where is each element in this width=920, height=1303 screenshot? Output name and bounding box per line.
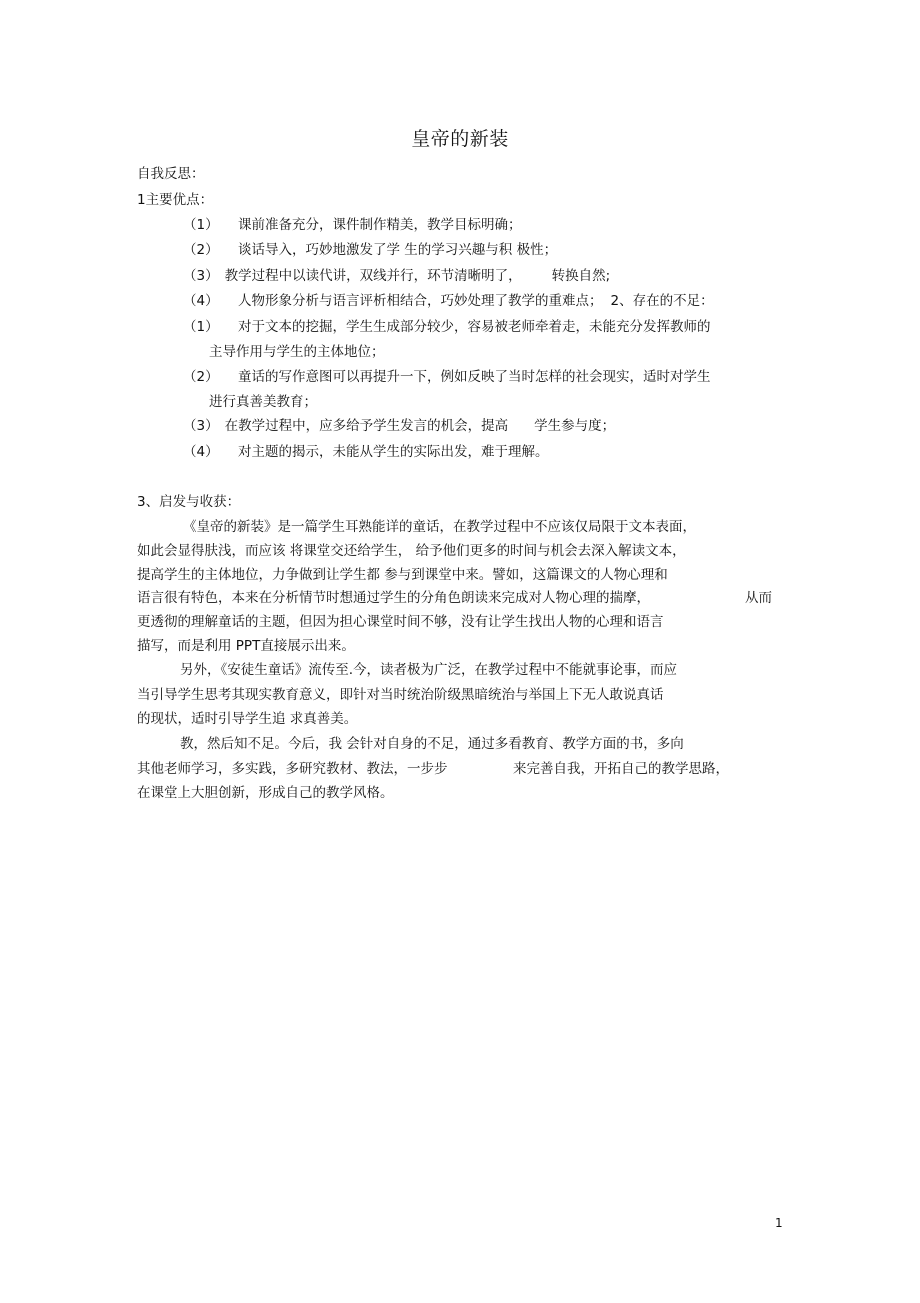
paragraph-line: 教，然后知不足。今后，我 会针对自身的不足，通过多看教育、教学方面的书，多向 <box>180 736 684 752</box>
paragraph-line-fragment: 来完善自我，开拓自己的教学思路， <box>513 761 729 777</box>
weakness-item-continuation: 进行真善美教育； <box>209 394 317 410</box>
paragraph-line: 另外，《安徒生童话》流传至.今，读者极为广泛，在教学过程中不能就事论事，而应 <box>180 662 678 678</box>
document-title: 皇帝的新装 <box>411 128 509 150</box>
item-text: 课前准备充分，课件制作精美，教学目标明确； <box>238 217 522 233</box>
section3-heading: 3、启发与收获： <box>137 494 241 510</box>
item-text-tail: 转换自然; <box>551 268 611 284</box>
weakness-item <box>183 416 615 436</box>
item-number: （1） <box>183 217 219 233</box>
paragraph-line: 的现状，适时引导学生追 求真善美。 <box>137 711 358 727</box>
item-text: 在教学过程中，应多给予学生发言的机会，提高 <box>224 418 509 434</box>
strength-item <box>183 291 714 311</box>
item-text: 人物形象分析与语言评析相结合，巧妙处理了教学的重难点； <box>238 293 603 309</box>
paragraph-line: 描写，而是利用 PPT直接展示出来。 <box>137 638 355 654</box>
item-number: （3） <box>183 418 219 434</box>
paragraph-line: 提高学生的主体地位，力争做到让学生都 参与到课堂中来。譬如，这篇课文的人物心理和 <box>137 567 668 583</box>
strength-item <box>183 215 522 235</box>
item-number: （2） <box>183 242 219 258</box>
section1-heading: 1主要优点： <box>137 192 214 208</box>
item-number: （3） <box>183 268 219 284</box>
page-number: 1 <box>775 1216 783 1230</box>
weakness-item <box>183 442 549 462</box>
item-text: 童话的写作意图可以再提升一下，例如反映了当时怎样的社会现实，适时对学生 <box>238 369 711 385</box>
paragraph-line-fragment: 从而 <box>745 590 772 606</box>
paragraph-line: 如此会显得肤浅，而应该 将课堂交还给学生， 给予他们更多的时间与机会去深入解读文本， <box>137 543 686 559</box>
reflection-label: 自我反思： <box>137 166 205 182</box>
paragraph-line: 在课堂上大胆创新，形成自己的教学风格。 <box>137 785 394 801</box>
paragraph-line: 更透彻的理解童话的主题，但因为担心课堂时间不够，没有让学生找出人物的心理和语言 <box>137 614 664 630</box>
weakness-item <box>183 317 711 337</box>
item-text: 对于文本的挖掘，学生生成部分较少，容易被老师牵着走，未能充分发挥教师的 <box>238 319 711 335</box>
item-text: 对主题的揭示，未能从学生的实际出发，难于理解。 <box>238 444 549 460</box>
item-text: 谈话导入，巧妙地激发了学 生的学习兴趣与积 极性； <box>238 242 558 258</box>
strength-item <box>183 266 610 286</box>
paragraph-line: 当引导学生思考其现实教育意义，即针对当时统治阶级黑暗统治与举国上下无人敢说真话 <box>137 687 664 703</box>
paragraph-line: 语言很有特色，本来在分析情节时想通过学生的分角色朗读来完成对人物心理的揣摩， <box>137 590 650 606</box>
weakness-item <box>183 367 711 387</box>
item-number: （2） <box>183 369 219 385</box>
paragraph-line: 《皇帝的新装》是一篇学生耳熟能详的童话，在教学过程中不应该仅局限于文本表面， <box>183 519 696 535</box>
section2-heading: 2、存在的不足： <box>610 293 714 309</box>
weakness-item-continuation: 主导作用与学生的主体地位； <box>209 344 385 360</box>
item-text-tail: 学生参与度； <box>534 418 616 434</box>
item-number: （4） <box>183 293 219 309</box>
paragraph-line: 其他老师学习，多实践，多研究教材、教法，一步步 <box>137 761 448 777</box>
item-number: （1） <box>183 319 219 335</box>
strength-item <box>183 240 557 260</box>
item-number: （4） <box>183 444 219 460</box>
item-text: 教学过程中以读代讲，双线并行，环节清晰明了， <box>224 268 522 284</box>
